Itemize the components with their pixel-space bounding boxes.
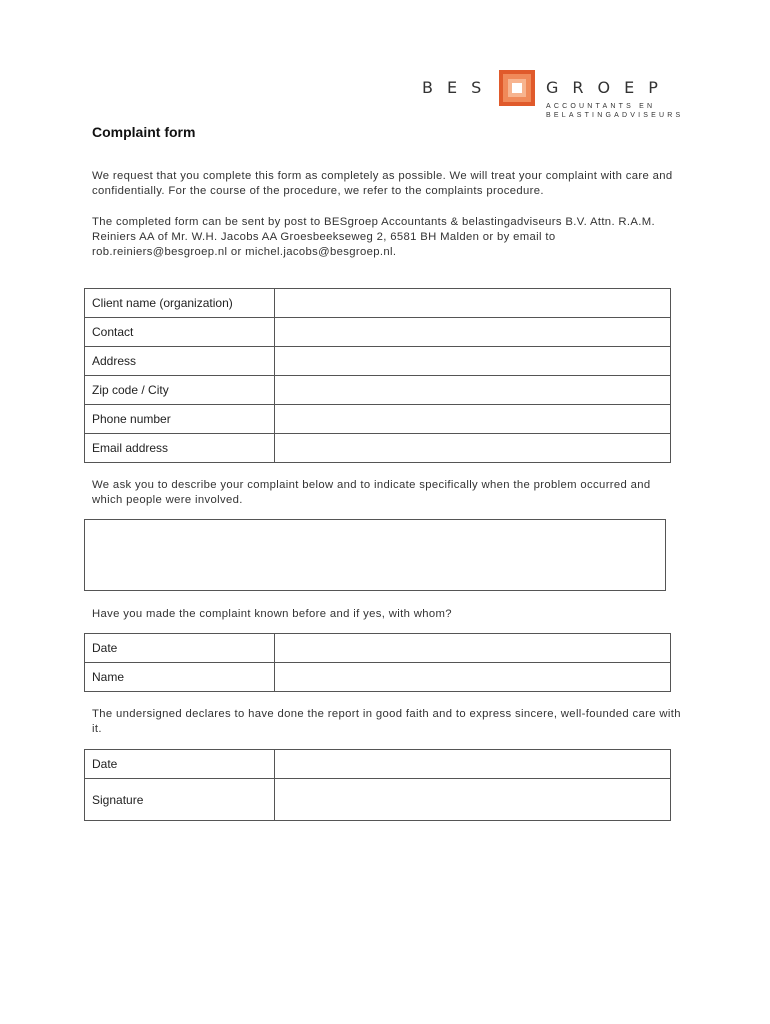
prior-name-field[interactable] <box>275 663 671 692</box>
besgroep-logo <box>422 70 682 130</box>
address-label: Address <box>85 347 275 376</box>
table-row <box>85 289 671 318</box>
prior-date-label: Date <box>85 634 275 663</box>
contact-label: Contact <box>85 318 275 347</box>
logo-subtitle-line2: BELASTINGADVISEURS <box>546 112 684 119</box>
signature-label: Signature <box>85 779 275 821</box>
table-row <box>85 779 671 821</box>
table-row <box>85 663 671 692</box>
client-name-label: Client name (organization) <box>85 289 275 318</box>
client-name-field[interactable] <box>275 289 671 318</box>
declaration-table <box>84 749 671 821</box>
prior-complaint-question: Have you made the complaint known before and if yes, with whom? <box>92 608 452 620</box>
prior-name-label: Name <box>85 663 275 692</box>
page-title: Complaint form <box>92 124 196 140</box>
phone-field[interactable] <box>275 405 671 434</box>
table-row <box>85 750 671 779</box>
email-label: Email address <box>85 434 275 463</box>
table-row <box>85 318 671 347</box>
table-row <box>85 634 671 663</box>
address-field[interactable] <box>275 347 671 376</box>
contact-field[interactable] <box>275 318 671 347</box>
declaration-text: The undersigned declares to have done the report in good faith and to express sincere, well-founded care with it. <box>92 708 681 735</box>
table-row <box>85 434 671 463</box>
logo-subtitle-line1: ACCOUNTANTS EN <box>546 103 656 110</box>
prior-date-field[interactable] <box>275 634 671 663</box>
zip-city-field[interactable] <box>275 376 671 405</box>
phone-label: Phone number <box>85 405 275 434</box>
logo-square-icon <box>499 70 535 106</box>
intro-paragraph-1: We request that you complete this form as completely as possible. We will treat your complaint with care and confidentially. For the course of the procedure, we refer to the complaints procedure. <box>92 170 673 197</box>
complaint-description-field[interactable] <box>84 519 666 591</box>
logo-right-text: GROEP <box>546 78 672 97</box>
declaration-date-field[interactable] <box>275 750 671 779</box>
logo-left-text: BES <box>422 78 496 97</box>
table-row <box>85 376 671 405</box>
intro-paragraph-2: The completed form can be sent by post to BESgroep Accountants & belastingadviseurs B.V. Attn. R.A.M. Reiniers AA of Mr. W.H. Jacobs AA Groesbeekseweg 2, 6581 BH Malden or by email to rob.reiniers@besgroep.nl or michel.jacobs@besgroep.nl. <box>92 216 656 258</box>
signature-field[interactable] <box>275 779 671 821</box>
zip-city-label: Zip code / City <box>85 376 275 405</box>
client-details-table <box>84 288 671 463</box>
table-row <box>85 405 671 434</box>
declaration-date-label: Date <box>85 750 275 779</box>
complaint-instruction: We ask you to describe your complaint below and to indicate specifically when the problem occurred and which people were involved. <box>92 479 651 506</box>
email-field[interactable] <box>275 434 671 463</box>
prior-complaint-table <box>84 633 671 692</box>
table-row <box>85 347 671 376</box>
